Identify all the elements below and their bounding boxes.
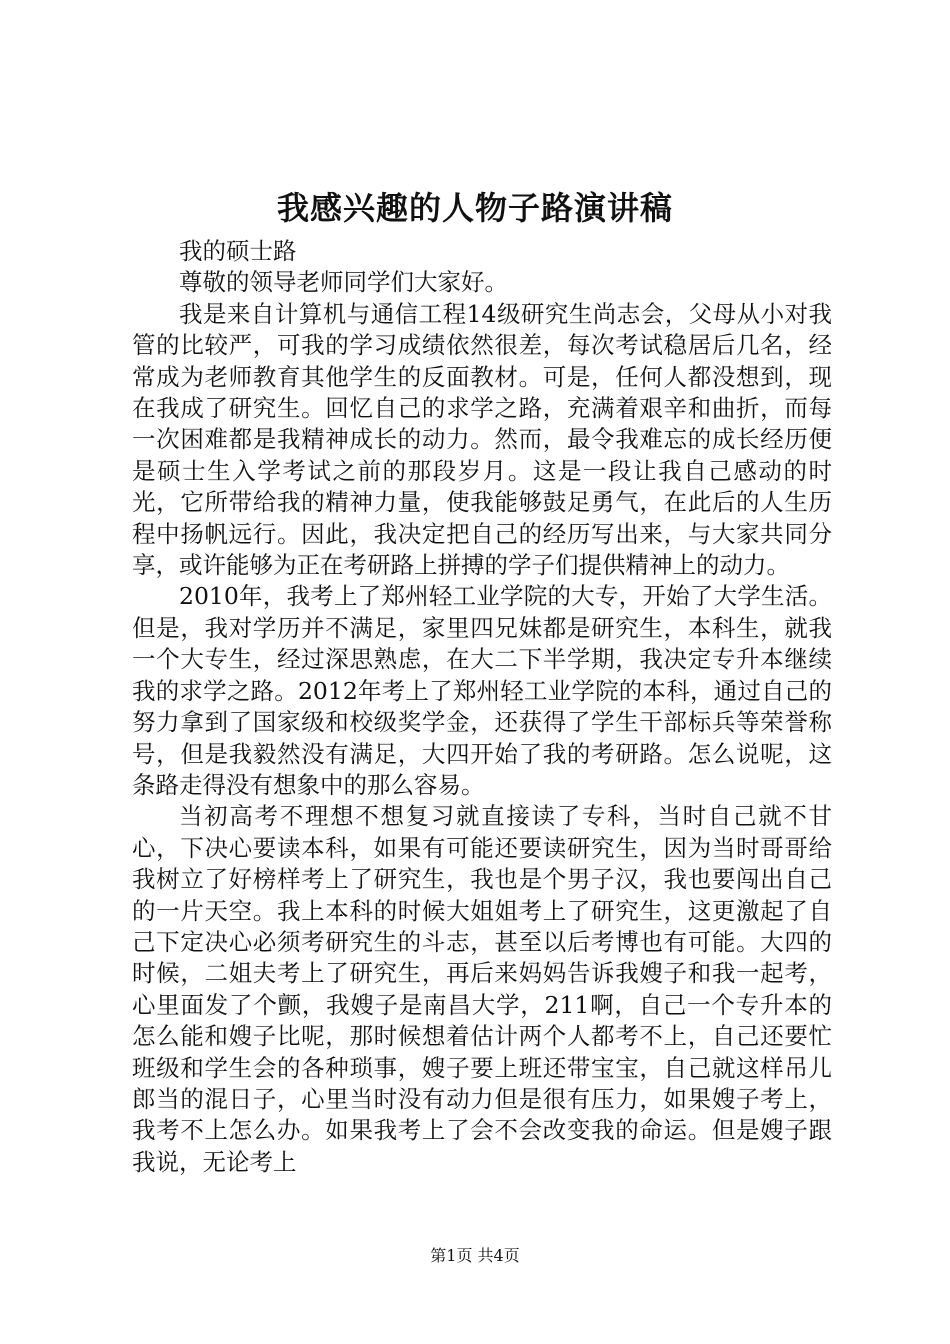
- paragraph-subtitle: 我的硕士路: [179, 237, 297, 265]
- page-footer: 第1页 共4页: [430, 1246, 520, 1265]
- document-body: [132, 236, 832, 1178]
- paragraph-motivation: 当初高考不理想不想复习就直接读了专科，当时自己就不甘心，下决心要读本科，如果有可能还要读研究生，因为当时哥哥给我树立了好榜样考上了研究生，我也是个男子汉，我也要闯出自己的一片天空。我上本科的时候大姐姐考上了研究生，这更激起了自己下定决心必须考研究生的斗志，甚至以后考博也有可能。大四的时候，二姐夫考上了研究生，再后来妈妈告诉我嫂子和我一起考，心里面发了个颤，我嫂子是南昌大学，211啊，自己一个专升本的怎么能和嫂子比呢，那时候想着估计两个人都考不上，自己还要忙班级和学生会的各种琐事，嫂子要上班还带宝宝，自己就这样吊儿郎当的混日子，心里当时没有动力但是很有压力，如果嫂子考上，我考不上怎么办。如果我考上了会不会改变我的命运。但是嫂子跟我说，无论考上: [132, 802, 832, 1176]
- paragraph-college-years: 2010年，我考上了郑州轻工业学院的大专，开始了大学生活。但是，我对学历并不满足，家里四兄妹都是研究生，本科生，就我一个大专生，经过深思熟虑，在大二下半学期，我决定专升本继续我的求学之路。2012年考上了郑州轻工业学院的本科，通过自己的努力拿到了国家级和校级奖学金，还获得了学生干部标兵等荣誉称号，但是我毅然没有满足，大四开始了我的考研路。怎么说呢，这条路走得没有想象中的那么容易。: [132, 582, 832, 799]
- paragraph-introduction: 我是来自计算机与通信工程14级研究生尚志会，父母从小对我管的比较严，可我的学习成绩依然很差，每次考试稳居后几名，经常成为老师教育其他学生的反面教材。可是，任何人都没想到，现在我成了研究生。回忆自己的求学之路，充满着艰辛和曲折，而每一次困难都是我精神成长的动力。然而，最令我难忘的成长经历便是硕士生入学考试之前的那段岁月。这是一段让我自己感动的时光，它所带给我的精神力量，使我能够鼓足勇气，在此后的人生历程中扬帆远行。因此，我决定把自己的经历写出来，与大家共同分享，或许能够为正在考研路上拼搏的学子们提供精神上的动力。: [132, 299, 832, 580]
- page-title: 我感兴趣的人物子路演讲稿: [276, 189, 673, 227]
- paragraph-greeting: 尊敬的领导老师同学们大家好。: [179, 268, 508, 297]
